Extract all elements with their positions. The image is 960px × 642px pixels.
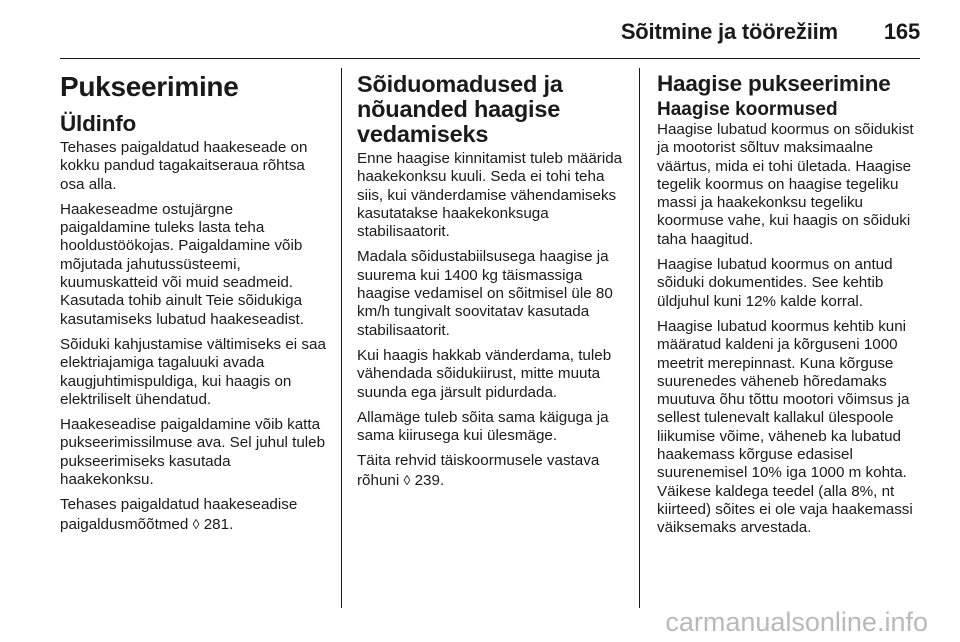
subheading-haagise-koormused: Haagise koormused	[657, 99, 838, 120]
paragraph: Kui haagis hakkab vänderdama, tuleb vähendada sõidukiirust, mitte muuta suunda ega järsult pidurdada.	[357, 346, 612, 401]
cross-reference-paragraph	[357, 452, 625, 490]
paragraph: Haagise lubatud koormus on antud sõiduki dokumentides. See kehtib üldjuhul kuni 12% kalde korral.	[657, 256, 893, 310]
paragraph: Enne haagise kinnitamist tuleb määrida haakekonksu kuuli. Seda ei tohi teha siis, kui vänderdamise vähendamiseks kasutatakse haakekonksuga stabilisaatorit.	[357, 150, 623, 241]
reference-page-link[interactable]: 281.	[203, 515, 234, 533]
reference-text: Tehases paigaldatud haakeseadise paigaldusmõõtmed	[60, 496, 298, 533]
paragraph: Haakeseadme ostujärgne paigaldamine tuleks lasta teha hooldustöökojas. Paigaldamine võib mõjutada jahutussüsteemi, kuumuskatteid või muid seadmeid. Kasutada tohib ainult Teie sõidukiga kasutamiseks lubatud haakeseadist.	[60, 200, 304, 328]
paragraph: Haagise lubatud koormus on sõidukist ja mootorist sõltuv maksimaalne väärtus, mida ei tohi ületada. Haagise tegelik koormus on haagise tegeliku massi ja haakekonksu tegeliku koormuse vahe, kui haagis on sõiduki taha haagitud.	[657, 121, 914, 248]
section-heading-haagise-pukseerimine: Haagise pukseerimine	[657, 71, 891, 96]
column-1	[60, 72, 327, 541]
header-rule	[60, 58, 920, 59]
page-header	[60, 16, 920, 48]
cross-reference-paragraph	[60, 496, 327, 534]
reference-page-link[interactable]: 239.	[414, 471, 445, 489]
paragraph: Allamäge tuleb sõita sama käiguga ja sama kiirusega kui ülesmäge.	[357, 408, 609, 445]
paragraph: Haakeseadise paigaldamine võib katta pukseerimissilmuse ava. Sel juhul tuleb pukseerimiseks kasutada haakekonksu.	[60, 416, 326, 489]
page-number: 165	[883, 19, 920, 44]
paragraph: Sõiduki kahjustamise vältimiseks ei saa elektriajamiga tagaluuki avada kaugjuhtimispuldiga, kui haagis on elektriliselt ühendatud.	[60, 335, 326, 408]
page-reference-icon: ◊	[403, 471, 411, 488]
paragraph: Tehases paigaldatud haakeseade on kokku pandud tagakaitseraua rõhtsa osa alla.	[60, 139, 308, 193]
column-2	[357, 72, 625, 497]
section-heading-pukseerimine: Pukseerimine	[60, 71, 239, 102]
header-title: Sõitmine ja töörežiim	[620, 19, 838, 44]
watermark: carmanualsonline.info	[665, 607, 928, 637]
column-divider-2	[639, 68, 640, 608]
page-reference-icon: ◊	[192, 515, 200, 532]
column-divider-1	[341, 68, 342, 608]
subheading-uldinfo: Üldinfo	[60, 111, 137, 136]
reference-text: Täita rehvid täiskoormusele vastava rõhuni	[357, 452, 600, 489]
paragraph: Haagise lubatud koormus kehtib kuni määratud kaldeni ja kõrguseni 1000 meetrit merepinnast. Kuna kõrguse suurenedes väheneb hõredamaks muutuva õhu tõttu mootori võimsus ja sellest tulenevalt kallakul ülespoole liikumise võime, väheneb ka lubatud haakemass kõrguse edasisel suurenemisel 10% iga 1000 m kohta. Väikese kaldega teedel (alla 8%, nt kiirteed) sõites ei ole vaja haakemassi väiksemaks arvestada.	[657, 317, 913, 537]
column-3	[657, 72, 924, 545]
section-heading-soiduomadused: Sõiduomadused ja nõuanded haagise vedamiseks	[357, 71, 563, 147]
paragraph: Madala sõidustabiilsusega haagise ja suurema kui 1400 kg täismassiga haagise vedamisel on sõitmisel üle 80 km/h tungivalt soovitatav kasutada stabilisaatorit.	[357, 248, 613, 339]
